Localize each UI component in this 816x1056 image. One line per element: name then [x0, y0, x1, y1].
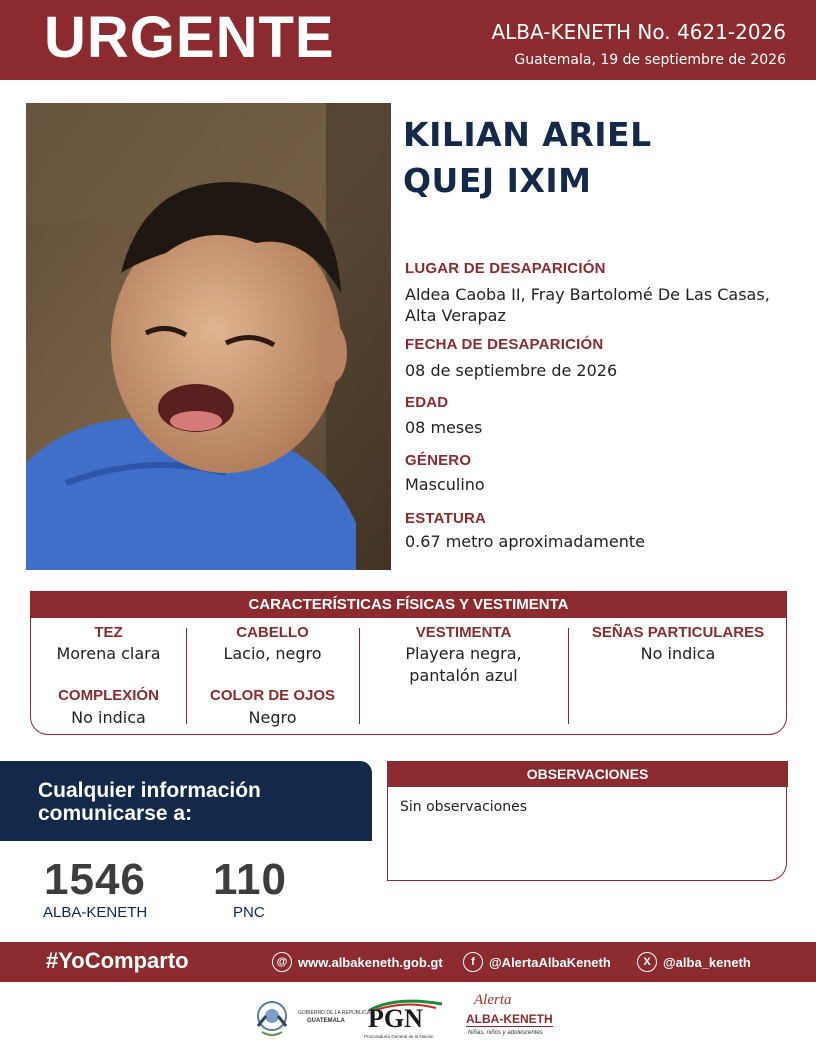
- x-text: @alba_keneth: [663, 954, 751, 970]
- gender-label: GÉNERO: [405, 452, 472, 469]
- contact-banner: [0, 761, 372, 841]
- footer-banner: [0, 942, 816, 982]
- observations-text: Sin observaciones: [400, 799, 528, 815]
- alert-number: ALBA-KENETH No. 4621-2026: [491, 20, 786, 44]
- observations-panel: [387, 761, 787, 881]
- phone-number-alba-keneth: 1546: [44, 855, 146, 904]
- child-photo-illustration: [26, 103, 391, 570]
- globe-icon: @: [272, 952, 292, 972]
- eye-color-label: COLOR DE OJOS: [209, 687, 336, 704]
- alba-logo-alerta: Alerta: [474, 992, 512, 1008]
- pgn-logo-subtitle: Procuraduría General de la Nación: [364, 1034, 434, 1039]
- alba-logo-name: ALBA-KENETH: [466, 1012, 553, 1026]
- date-label: FECHA DE DESAPARICIÓN: [405, 336, 604, 353]
- tez-label: TEZ: [94, 624, 123, 641]
- government-logo-line-2: GUATEMALA: [307, 1018, 345, 1024]
- x-icon: X: [637, 952, 657, 972]
- government-logo-line-1: GOBIERNO DE LA REPÚBLICA: [298, 1010, 371, 1016]
- urgent-title: URGENTE: [44, 5, 335, 70]
- hair-value: Lacio, negro: [223, 644, 322, 663]
- alert-date: Guatemala, 19 de septiembre de 2026: [514, 52, 786, 68]
- observations-title: OBSERVACIONES: [387, 761, 788, 787]
- missing-child-photo: [26, 103, 391, 570]
- phone-number-pnc: 110: [213, 855, 287, 904]
- facebook-text: @AlertaAlbaKeneth: [489, 954, 611, 970]
- gender-value: Masculino: [405, 475, 485, 494]
- facebook-icon: f: [463, 952, 483, 972]
- website-text: www.albakeneth.gob.gt: [298, 954, 443, 970]
- characteristics-panel: [30, 591, 787, 735]
- complexion-value: No indica: [71, 708, 146, 727]
- height-value: 0.67 metro aproximadamente: [405, 532, 645, 551]
- contact-text: [38, 779, 261, 825]
- institution-logos: [0, 990, 816, 1050]
- hair-label: CABELLO: [236, 624, 309, 641]
- age-label: EDAD: [405, 394, 449, 411]
- eye-color-value: Negro: [248, 708, 297, 727]
- height-label: ESTATURA: [405, 510, 487, 527]
- clothing-value-line-2: pantalón azul: [409, 666, 518, 685]
- pgn-logo: [362, 994, 452, 1044]
- header-banner: [0, 0, 816, 80]
- characteristics-title: CARACTERÍSTICAS FÍSICAS Y VESTIMENTA: [30, 591, 787, 618]
- coat-of-arms-icon: [252, 996, 292, 1040]
- government-logo: [252, 996, 372, 1040]
- place-value-line-1: Aldea Caoba II, Fray Bartolomé De Las Casas,: [405, 285, 770, 304]
- clothing-label: VESTIMENTA: [415, 624, 512, 641]
- distinguishing-marks-value: No indica: [640, 644, 716, 663]
- age-value: 08 meses: [405, 418, 483, 437]
- clothing-value-line-1: Playera negra,: [405, 644, 522, 663]
- facebook-link[interactable]: [463, 951, 611, 973]
- pgn-logo-text: PGN: [368, 1004, 423, 1033]
- complexion-label: COMPLEXIÓN: [58, 687, 159, 704]
- contact-line-2: comunicarse a:: [38, 802, 193, 825]
- name-line-1: KILIAN ARIEL: [403, 115, 652, 154]
- place-label: LUGAR DE DESAPARICIÓN: [405, 260, 606, 277]
- alba-keneth-logo: [466, 992, 553, 1044]
- place-value-line-2: Alta Verapaz: [405, 306, 506, 325]
- x-link[interactable]: [637, 951, 751, 973]
- hashtag: #YoComparto: [46, 948, 189, 973]
- missing-person-name: [403, 112, 652, 204]
- phone-label-alba-keneth: ALBA-KENETH: [43, 904, 148, 921]
- name-line-2: QUEJ IXIM: [403, 161, 592, 200]
- contact-line-1: Cualquier información: [38, 779, 261, 802]
- phone-label-pnc: PNC: [233, 904, 265, 921]
- distinguishing-marks-label: SEÑAS PARTICULARES: [591, 624, 765, 641]
- alba-logo-subtitle: Niñas, niños y adolescentes: [468, 1030, 543, 1036]
- website-link[interactable]: [272, 951, 443, 973]
- tez-value: Morena clara: [56, 644, 161, 663]
- date-value: 08 de septiembre de 2026: [405, 361, 618, 380]
